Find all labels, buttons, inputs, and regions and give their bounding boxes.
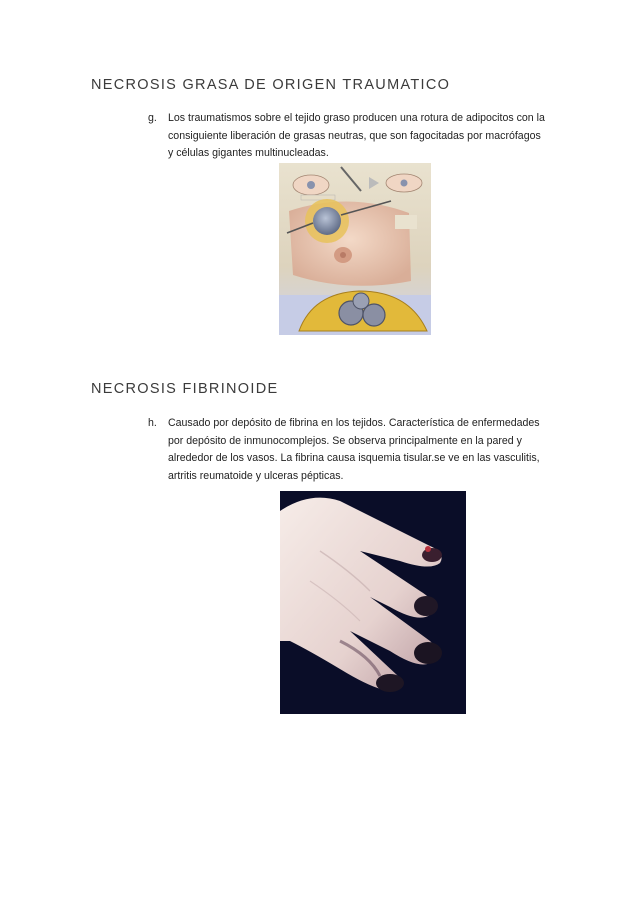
list-item-g <box>148 110 548 163</box>
fibrinoid-necrosis-hand-photo <box>280 491 466 714</box>
list-item-h <box>148 415 548 485</box>
fat-necrosis-illustration <box>279 163 431 335</box>
paragraph-text: Causado por depósito de fibrina en los tejidos. Característica de enfermedades por depósito de inmunocomplejos. Se observa principalmente en la pared y alrededor de los vasos. La fibrina causa isquemia tisular.se ve en las vasculitis, artritis reumatoide y ulceras pépticas. <box>168 417 540 482</box>
list-marker: h. <box>148 417 157 429</box>
section-heading-fibrinoid-necrosis: NECROSIS FIBRINOIDE <box>91 381 279 397</box>
paragraph-text: Los traumatismos sobre el tejido graso producen una rotura de adipocitos con la consiguiente liberación de grasas neutras, que son fagocitadas por macrófagos y células gigantes multinucleadas. <box>168 112 545 159</box>
section-heading-fat-necrosis: NECROSIS GRASA DE ORIGEN TRAUMATICO <box>91 77 451 93</box>
list-marker: g. <box>148 112 157 124</box>
